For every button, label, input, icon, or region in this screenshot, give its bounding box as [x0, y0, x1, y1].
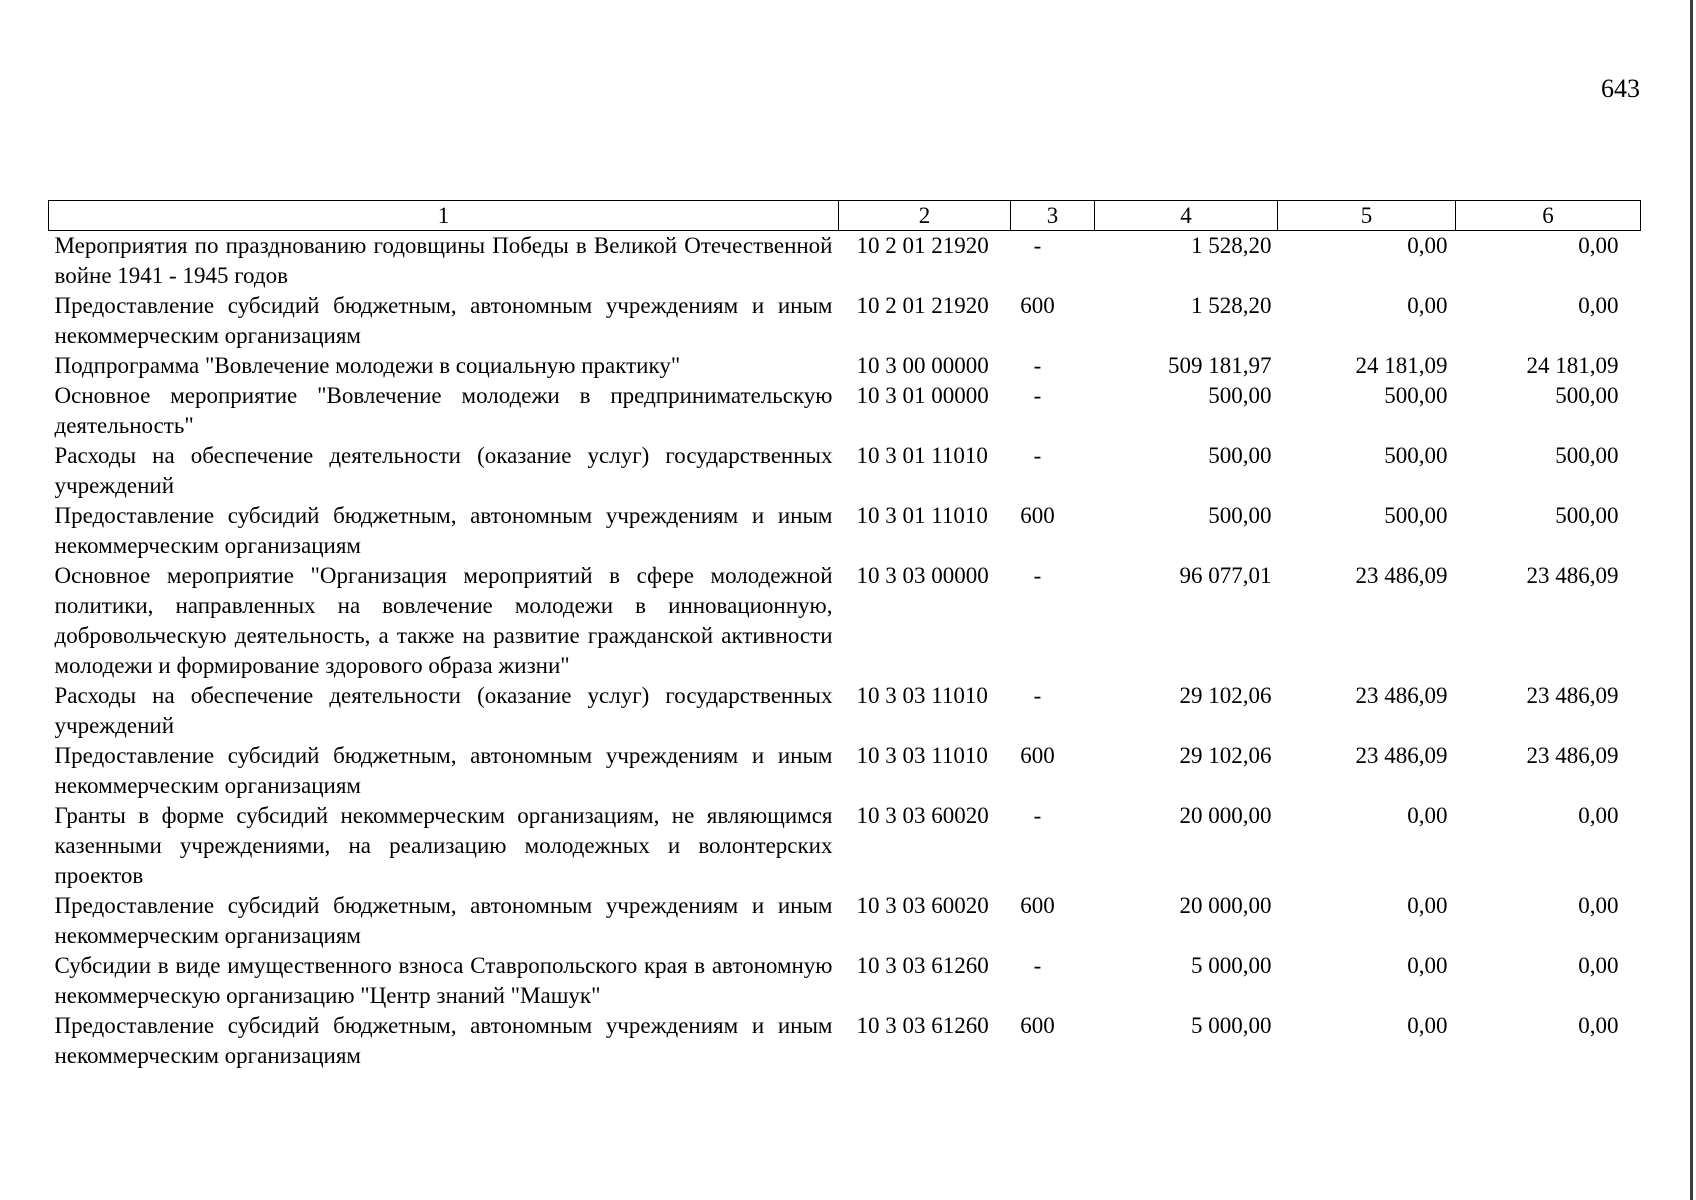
table-row — [49, 801, 1641, 891]
row-amount-col6: 500,00 — [1555, 503, 1619, 528]
row-name: Предоставление субсидий бюджетным, автономным учреждениям и иным некоммерческим организациям — [54, 893, 833, 948]
row-code: 10 3 03 11010 — [856, 683, 988, 708]
row-amount-col6: 0,00 — [1578, 1013, 1619, 1038]
row-code: 10 2 01 21920 — [856, 233, 989, 258]
table-row — [49, 891, 1641, 951]
row-amount-col4: 20 000,00 — [1179, 803, 1272, 828]
header-col-4: 4 — [1095, 201, 1278, 231]
row-amount-col4: 509 181,97 — [1168, 353, 1272, 378]
row-name: Гранты в форме субсидий некоммерческим организациям, не являющимся казенными учреждениями, на реализацию молодежных и волонтерских проектов — [54, 803, 833, 888]
row-amount-col6: 23 486,09 — [1526, 743, 1619, 768]
row-amount-col6: 23 486,09 — [1526, 683, 1619, 708]
table-row — [49, 291, 1641, 351]
row-amount-col6: 500,00 — [1555, 443, 1619, 468]
row-expense-type: - — [1033, 383, 1042, 408]
row-code: 10 3 01 11010 — [856, 443, 988, 468]
budget-table — [48, 200, 1641, 1071]
row-amount-col5: 500,00 — [1384, 443, 1448, 468]
row-amount-col4: 5 000,00 — [1191, 1013, 1272, 1038]
table-row — [49, 561, 1641, 681]
row-amount-col5: 500,00 — [1384, 503, 1448, 528]
header-col-5: 5 — [1278, 201, 1456, 231]
header-col-3: 3 — [1011, 201, 1095, 231]
row-name: Предоставление субсидий бюджетным, автономным учреждениям и иным некоммерческим организациям — [54, 1013, 833, 1068]
row-amount-col4: 500,00 — [1208, 383, 1272, 408]
row-amount-col4: 96 077,01 — [1179, 563, 1272, 588]
row-code: 10 3 01 00000 — [856, 383, 989, 408]
row-amount-col4: 1 528,20 — [1191, 293, 1272, 318]
table-row — [49, 441, 1641, 501]
table-header — [49, 201, 1641, 231]
row-code: 10 3 03 61260 — [856, 953, 989, 978]
row-expense-type: 600 — [1020, 293, 1055, 318]
row-expense-type: - — [1033, 683, 1042, 708]
table-row — [49, 231, 1641, 292]
row-amount-col6: 0,00 — [1578, 293, 1619, 318]
row-amount-col4: 29 102,06 — [1179, 743, 1272, 768]
row-name: Предоставление субсидий бюджетным, автономным учреждениям и иным некоммерческим организациям — [54, 293, 833, 348]
row-expense-type: - — [1033, 353, 1042, 378]
row-code: 10 3 00 00000 — [856, 353, 989, 378]
row-amount-col5: 0,00 — [1407, 1013, 1448, 1038]
row-expense-type: 600 — [1020, 893, 1055, 918]
row-name: Расходы на обеспечение деятельности (оказание услуг) государственных учреждений — [54, 443, 833, 498]
row-name: Основное мероприятие "Вовлечение молодежи в предпринимательскую деятельность" — [54, 383, 833, 438]
row-amount-col4: 500,00 — [1208, 503, 1272, 528]
page-number: 643 — [1601, 74, 1640, 103]
row-amount-col5: 23 486,09 — [1355, 683, 1448, 708]
row-name: Предоставление субсидий бюджетным, автономным учреждениям и иным некоммерческим организациям — [54, 743, 833, 798]
row-code: 10 3 03 60020 — [856, 893, 989, 918]
row-name: Предоставление субсидий бюджетным, автономным учреждениям и иным некоммерческим организациям — [54, 503, 833, 558]
row-code: 10 3 01 11010 — [856, 503, 988, 528]
row-expense-type: 600 — [1020, 1013, 1055, 1038]
table-row — [49, 381, 1641, 441]
row-code: 10 3 03 60020 — [856, 803, 989, 828]
table-body — [49, 231, 1641, 1072]
row-amount-col5: 0,00 — [1407, 893, 1448, 918]
row-code: 10 3 03 00000 — [856, 563, 989, 588]
row-amount-col4: 5 000,00 — [1191, 953, 1272, 978]
row-amount-col4: 1 528,20 — [1191, 233, 1272, 258]
row-amount-col6: 0,00 — [1578, 233, 1619, 258]
row-expense-type: - — [1033, 953, 1042, 978]
row-amount-col5: 0,00 — [1407, 803, 1448, 828]
row-amount-col6: 500,00 — [1555, 383, 1619, 408]
scan-edge — [1690, 0, 1693, 1200]
row-amount-col6: 24 181,09 — [1526, 353, 1619, 378]
header-col-2: 2 — [839, 201, 1011, 231]
row-amount-col4: 500,00 — [1208, 443, 1272, 468]
row-expense-type: - — [1033, 443, 1042, 468]
table-row — [49, 1011, 1641, 1071]
row-expense-type: 600 — [1020, 743, 1055, 768]
row-amount-col6: 0,00 — [1578, 953, 1619, 978]
header-col-6: 6 — [1456, 201, 1641, 231]
row-expense-type: - — [1033, 233, 1042, 258]
table-row — [49, 351, 1641, 381]
row-amount-col6: 0,00 — [1578, 803, 1619, 828]
row-amount-col4: 20 000,00 — [1179, 893, 1272, 918]
table-row — [49, 951, 1641, 1011]
row-amount-col6: 23 486,09 — [1526, 563, 1619, 588]
row-name: Подпрограмма "Вовлечение молодежи в социальную практику" — [54, 353, 681, 378]
row-code: 10 2 01 21920 — [856, 293, 989, 318]
row-amount-col5: 23 486,09 — [1355, 563, 1448, 588]
row-expense-type: - — [1033, 803, 1042, 828]
row-amount-col4: 29 102,06 — [1179, 683, 1272, 708]
row-expense-type: 600 — [1020, 503, 1055, 528]
header-col-1: 1 — [49, 201, 839, 231]
row-amount-col5: 0,00 — [1407, 293, 1448, 318]
row-code: 10 3 03 61260 — [856, 1013, 989, 1038]
row-amount-col5: 500,00 — [1384, 383, 1448, 408]
header-row — [49, 201, 1641, 231]
row-name: Субсидии в виде имущественного взноса Ставропольского края в автономную некоммерческую организацию "Центр знаний "Машук" — [54, 953, 833, 1008]
row-amount-col6: 0,00 — [1578, 893, 1619, 918]
row-name: Мероприятия по празднованию годовщины Победы в Великой Отечественной войне 1941 - 1945 годов — [54, 233, 833, 288]
row-name: Основное мероприятие "Организация мероприятий в сфере молодежной политики, направленных на вовлечение молодежи в инновационную, добровольческую деятельность, а также на развитие гражданской активности молодежи и формирование здорового образа жизни" — [54, 563, 833, 678]
table-row — [49, 501, 1641, 561]
table-row — [49, 741, 1641, 801]
row-expense-type: - — [1033, 563, 1042, 588]
row-amount-col5: 0,00 — [1407, 233, 1448, 258]
table-row — [49, 681, 1641, 741]
row-amount-col5: 23 486,09 — [1355, 743, 1448, 768]
row-amount-col5: 24 181,09 — [1355, 353, 1448, 378]
row-amount-col5: 0,00 — [1407, 953, 1448, 978]
row-name: Расходы на обеспечение деятельности (оказание услуг) государственных учреждений — [54, 683, 833, 738]
row-code: 10 3 03 11010 — [856, 743, 988, 768]
